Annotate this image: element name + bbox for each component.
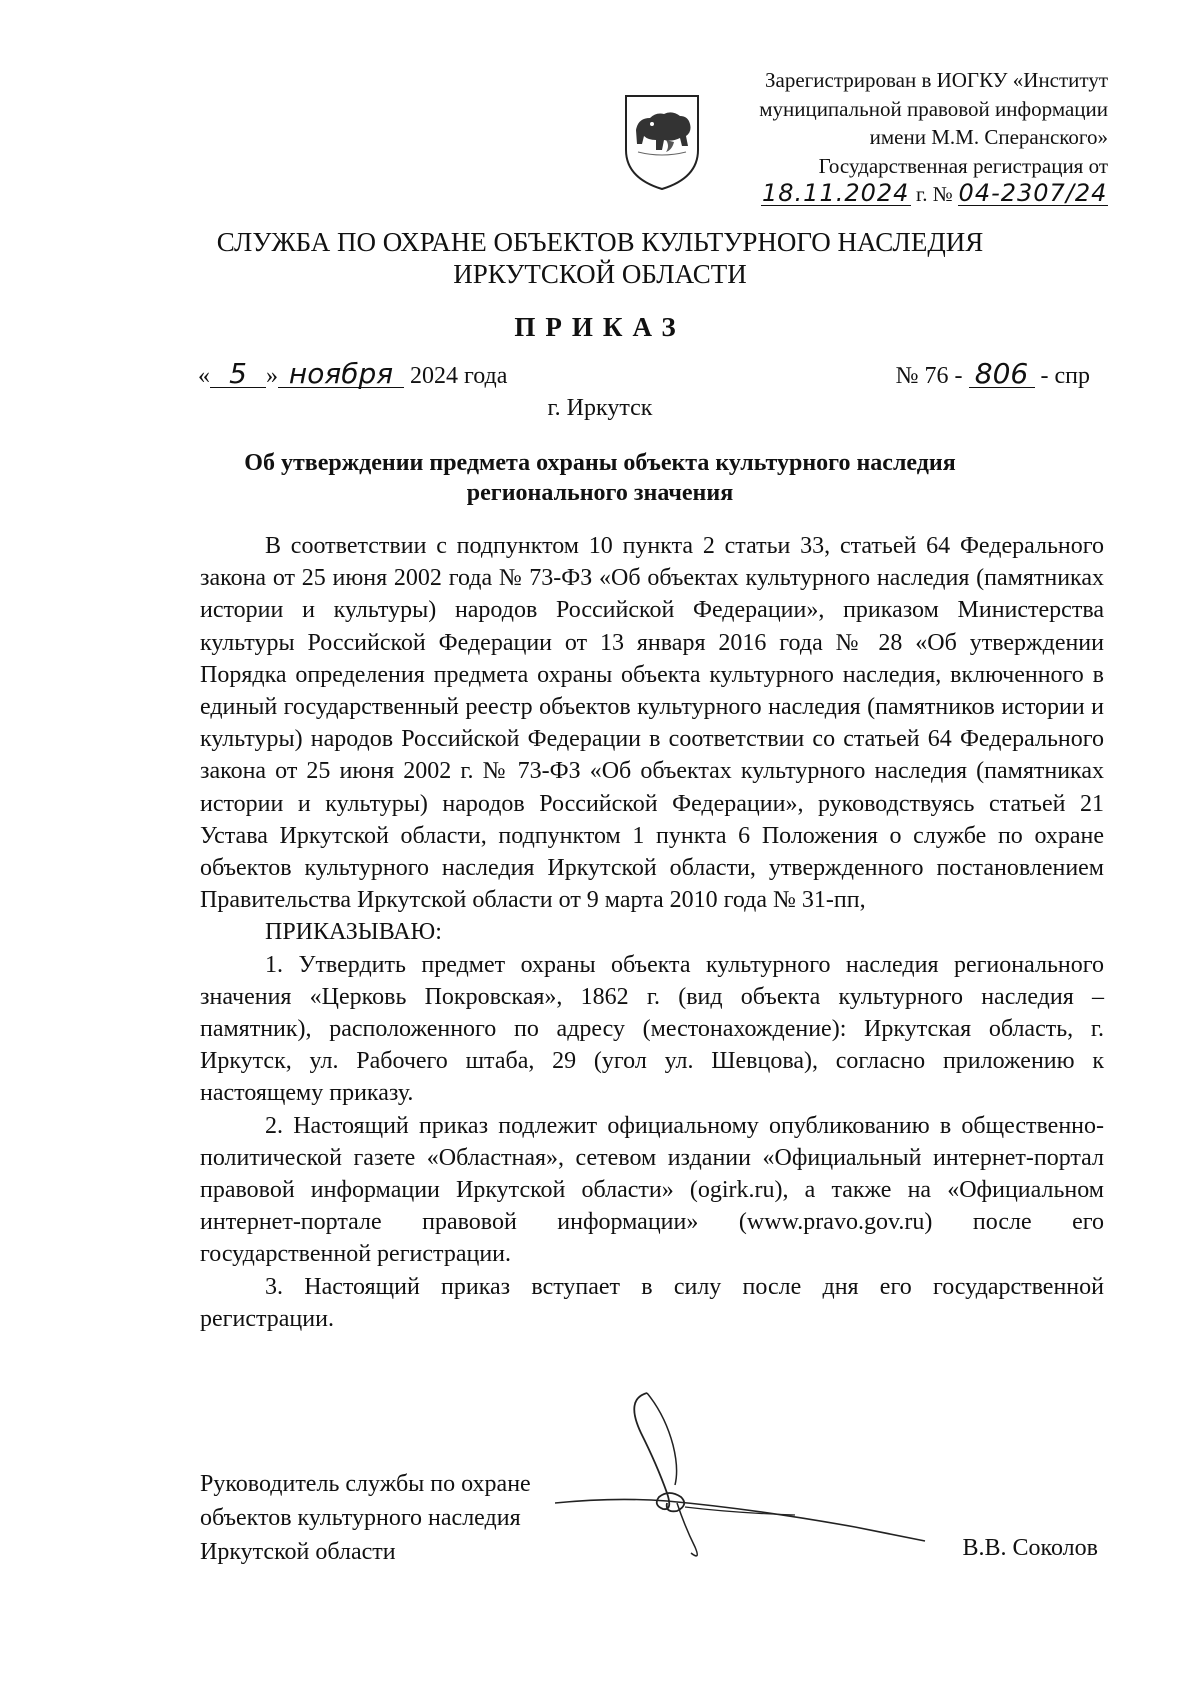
registration-line: имени М.М. Сперанского»	[869, 125, 1108, 149]
order-number-value: 806	[969, 361, 1035, 388]
signatory-position-line3: Иркутской области	[200, 1539, 396, 1565]
registration-stamp	[638, 66, 1108, 209]
order-item-3: 3. Настоящий приказ вступает в силу после дня его государственной регистрации.	[200, 1273, 1104, 1332]
signatory-position	[200, 1467, 531, 1569]
registration-line: Зарегистрирован в ИОГКУ «Институт	[764, 68, 1108, 92]
order-item-2: 2. Настоящий приказ подлежит официальному опубликованию в общественно-политической газете «Областная», сетевом издании «Официальный интернет-портал правовой информации Иркутской области» (ogirk.ru), а также на «Официальном интернет-портале правовой информации» (www.pravo.gov.ru) после его государственной регистрации.	[200, 1112, 1104, 1268]
order-subject	[200, 448, 1000, 508]
order-date	[198, 357, 508, 390]
registration-number-label: г. №	[915, 182, 953, 206]
registration-line: Государственная регистрация от	[818, 153, 1108, 178]
order-number	[895, 357, 1090, 390]
organization-name-line1: СЛУЖБА ПО ОХРАНЕ ОБЪЕКТОВ КУЛЬТУРНОГО НАСЛЕДИЯ	[216, 227, 984, 257]
date-year: 2024 года	[410, 363, 508, 389]
order-number-prefix: № 76 -	[895, 363, 963, 389]
order-body	[200, 530, 1104, 1335]
organization-name-line2: ИРКУТСКОЙ ОБЛАСТИ	[453, 259, 747, 289]
subject-line2: регионального значения	[466, 480, 734, 506]
signatory-position-line2: объектов культурного наследия	[200, 1505, 521, 1531]
document-type: ПРИКАЗ	[514, 312, 686, 342]
date-close-quote: »	[266, 363, 278, 389]
signatory-name: В.В. Соколов	[962, 1535, 1098, 1561]
signatory-position-line1: Руководитель службы по охране	[200, 1471, 531, 1497]
registration-number: 04-2307/24	[958, 179, 1108, 207]
order-number-suffix: - спр	[1040, 363, 1090, 389]
city: г. Иркутск	[547, 395, 653, 421]
handwritten-signature	[555, 1385, 935, 1570]
subject-line1: Об утверждении предмета охраны объекта культурного наследия	[244, 450, 956, 476]
preamble-paragraph: В соответствии с подпунктом 10 пункта 2 статьи 33, статьей 64 Федерального закона от 25 июня 2002 года № 73-ФЗ «Об объектах культурного наследия (памятниках истории и культуры) народов Российской Федерации», приказом Министерства культуры Российской Федерации от 13 января 2016 года № 28 «Об утверждении Порядка определения предмета охраны объекта культурного наследия, включенного в единый государственный реестр объектов культурного наследия (памятников истории и культуры) народов Российской Федерации в соответствии со статьей 64 Федерального закона от 25 июня 2002 г. № 73-ФЗ «Об объектах культурного наследия (памятниках истории и культуры) народов Российской Федерации», руководствуясь статьей 21 Устава Иркутской области, подпунктом 1 пункта 6 Положения о службе по охране объектов культурного наследия Иркутской области, утвержденного постановлением Правительства Иркутской области от 9 марта 2010 года № 31-пп,	[200, 533, 1104, 914]
date-month: ноября	[278, 361, 404, 388]
order-item-1: 1. Утвердить предмет охраны объекта культурного наследия регионального значения «Церковь Покровская», 1862 г. (вид объекта культурного наследия – памятник), расположенного по адресу (местонахождение): Иркутская область, г. Иркутск, ул. Рабочего штаба, 29 (угол ул. Шевцова), согласно приложению к настоящему приказу.	[200, 951, 1104, 1107]
date-day: 5	[210, 361, 266, 388]
registration-date: 18.11.2024	[762, 179, 910, 207]
order-word: ПРИКАЗЫВАЮ:	[265, 919, 442, 946]
organization-header	[0, 226, 1200, 290]
registration-date-line	[638, 180, 1108, 209]
registration-line: муниципальной правовой информации	[759, 96, 1108, 121]
date-open-quote: «	[198, 363, 210, 389]
